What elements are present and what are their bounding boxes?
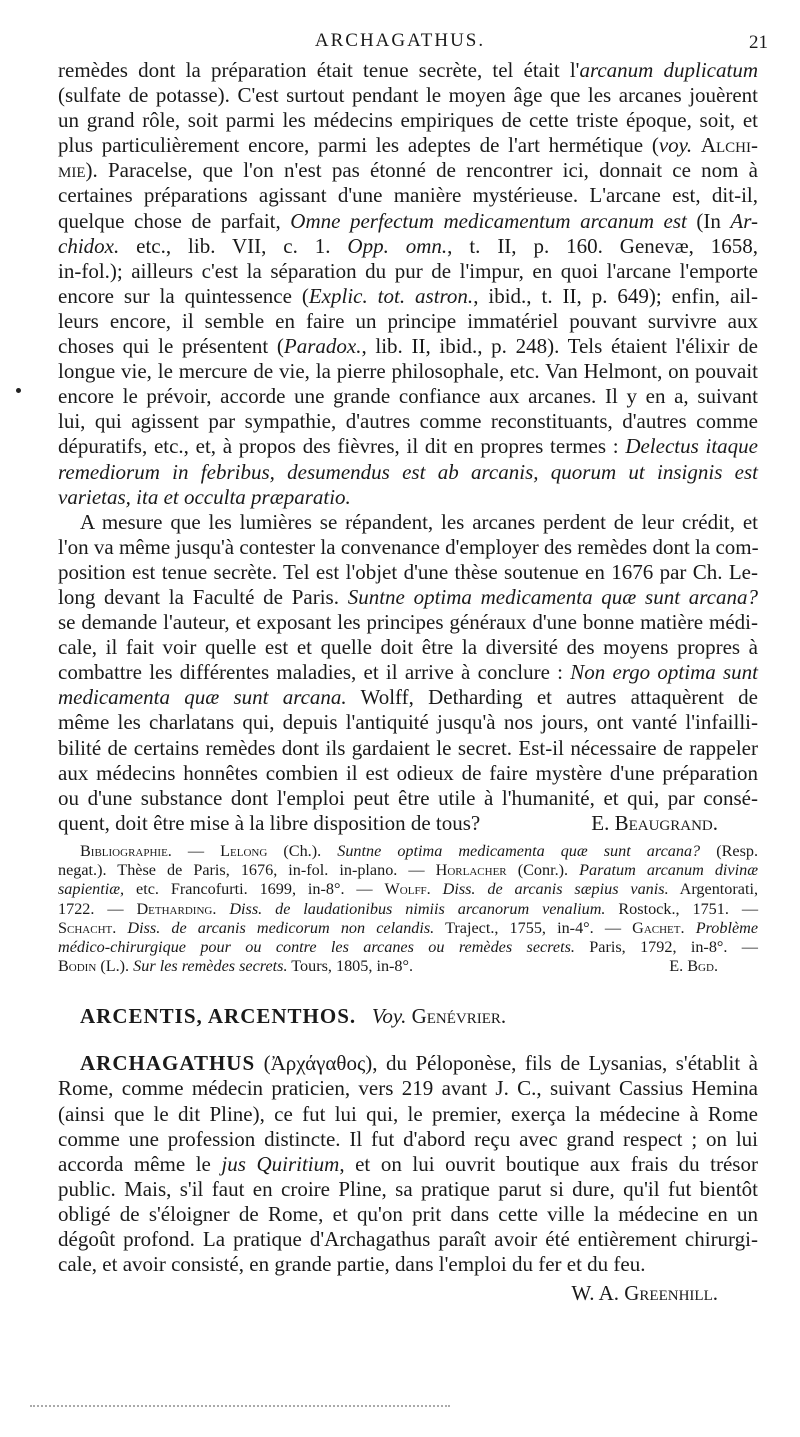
margin-mark bbox=[16, 388, 21, 393]
text-span: etc., lib. VII, c. 1. bbox=[119, 233, 348, 258]
text-line: bilité de certains remèdes dont ils gardaient le secret. Est-il nécessaire de rappeler bbox=[58, 735, 758, 760]
text-line: un grand rôle, soit parmi les médecins empiriques de cette triste époque, soit, et bbox=[58, 108, 758, 133]
text-line: cale, et avoir consisté, en grande partie, dans l'emploi du fer et du feu. bbox=[58, 1252, 646, 1277]
bib-line bbox=[58, 900, 758, 919]
text-line bbox=[58, 133, 758, 158]
text-span: 1722. — bbox=[58, 899, 137, 918]
text-span: encore sur la quintessence ( bbox=[58, 283, 309, 308]
text-line: longue vie, le mercure de vie, la pierre philosophale, etc. Van Helmont, on pouvait bbox=[58, 359, 758, 384]
author-signature: W. A. Greenhill. bbox=[571, 1281, 718, 1306]
text-line: certaines préparations agissant d'une manière mystérieuse. L'arcane est, dit-il, bbox=[58, 183, 758, 208]
bib-title: Diss. de arcanis sæpius vanis. bbox=[442, 880, 669, 899]
text-line bbox=[58, 585, 758, 610]
bib-label: Bibliographie. bbox=[80, 841, 172, 860]
text-line bbox=[58, 434, 758, 459]
text-line: ou d'une substance dont l'emploi peut être utile à l'humanité, et qui, par consé- bbox=[58, 785, 758, 810]
greek-name: (Ἀρχάγαθος) bbox=[263, 1051, 373, 1076]
text-line bbox=[58, 334, 758, 359]
text-span: etc. Francofurti. 1699, in-8°. — bbox=[124, 880, 385, 899]
text-line: (ainsi que le dit Pline), ce fut lui qui, le premier, exerça la médecine à Rome bbox=[58, 1101, 758, 1126]
bib-author: Detharding. bbox=[136, 899, 217, 918]
text-span: accorda même le bbox=[58, 1151, 222, 1176]
text-line: obligé de s'éloigner de Rome, et qu'on prit dans cette ville la médecine en un bbox=[58, 1201, 758, 1226]
text-line: position est tenue secrète. Tel est l'objet d'une thèse soutenue en 1676 par Ch. Le- bbox=[58, 559, 758, 584]
text-span: ). Paracelse, que l'on n'est pas étonné de rencontrer ici, donnait ce nom à bbox=[85, 158, 758, 183]
latin-quote: Suntne optima medicamenta quæ sunt arcana? bbox=[347, 584, 758, 609]
text-span: quent, doit être mise à la libre disposition de tous? bbox=[58, 810, 481, 835]
bib-signature: E. Bgd. bbox=[669, 957, 718, 976]
text-span: — bbox=[171, 841, 221, 860]
entry-headword: ARCHAGATHUS bbox=[80, 1051, 256, 1076]
bib-author: Bodin bbox=[58, 957, 97, 976]
latin-quote: Delectus itaque bbox=[625, 434, 758, 459]
text-line bbox=[58, 234, 758, 259]
text-span: choses qui le présentent ( bbox=[58, 334, 284, 359]
title-ref: Ar- bbox=[730, 208, 758, 233]
bib-author: Horlacher bbox=[435, 861, 507, 880]
bib-title: Sur les remèdes secrets. bbox=[133, 957, 288, 976]
text-line: l'on va même jusqu'à contester la convenance d'employer des remèdes dont la com- bbox=[58, 534, 759, 559]
title-ref: Paradox. bbox=[283, 334, 362, 359]
text-line bbox=[58, 58, 758, 83]
text-span: Traject., 1755, in-4°. — bbox=[434, 918, 633, 937]
bib-title: Problème bbox=[695, 918, 759, 937]
text-line: aux médecins honnêtes combien il est odieux de faire mystère d'une préparation bbox=[58, 760, 758, 785]
latin-quote: Non ergo optima sunt bbox=[570, 660, 759, 685]
latin-quote: Omne perfectum medicamentum arcanum est bbox=[290, 208, 687, 233]
bib-line bbox=[58, 919, 758, 938]
bib-author: Gachet. bbox=[632, 918, 685, 937]
author-signature: E. Beaugrand. bbox=[591, 810, 718, 835]
text-span: combattre les différentes maladies, et il arrive à conclure : bbox=[58, 660, 571, 685]
text-span: Wolff, Detharding et autres attaquèrent de bbox=[346, 685, 758, 710]
text-span: (In bbox=[686, 208, 731, 233]
bib-title: sapientiæ, bbox=[58, 880, 125, 899]
title-ref: Explic. tot. astron. bbox=[308, 283, 474, 308]
text-line bbox=[58, 1051, 758, 1076]
text-line: A mesure que les lumières se répandent, les arcanes perdent de leur crédit, et bbox=[80, 509, 758, 534]
text-line: comme une profession distincte. Il fut d'abord reçu avec grand respect ; on lui bbox=[58, 1126, 758, 1151]
text-span: , et on lui ouvrit boutique aux frais du trésor bbox=[339, 1151, 758, 1176]
cross-ref: mie bbox=[58, 158, 86, 183]
title-ref: Opp. omn. bbox=[347, 233, 448, 258]
latin-quote: medicamenta quæ sunt arcana. bbox=[58, 685, 347, 710]
text-span: , ibid., t. II, p. 649); enfin, ail- bbox=[473, 283, 758, 308]
text-span: negat.). Thèse de Paris, 1676, in-fol. in-plano. — bbox=[58, 861, 436, 880]
voy-ref: voy. bbox=[658, 133, 693, 158]
bib-author: Wolff. bbox=[384, 880, 431, 899]
latin-quote: remediorum in febribus, desumendus est ab arcanis, quorum ut insignis est bbox=[58, 459, 758, 484]
text-span: plus particulièrement encore, parmi les adeptes de l'art hermétique ( bbox=[58, 133, 659, 158]
text-span: quelque chose de parfait, bbox=[58, 208, 291, 233]
text-line: encore le prévoir, accorde une grande confiance aux arcanes. Il y en a, suivant bbox=[58, 384, 758, 409]
body-text bbox=[58, 58, 758, 1307]
text-span: dépuratifs, etc., et, à propos des fièvres, il dit en propres termes : bbox=[58, 434, 626, 459]
cross-ref: Genévrier. bbox=[411, 1004, 507, 1029]
bib-line bbox=[58, 957, 758, 976]
text-line bbox=[58, 284, 758, 309]
text-span bbox=[431, 880, 443, 898]
text-line: se demande l'auteur, et exposant les principes généraux d'une bonne matière médi- bbox=[58, 610, 758, 635]
bib-line bbox=[58, 880, 758, 899]
text-span: Paris, 1792, in-8°. — bbox=[574, 937, 758, 956]
bibliography bbox=[58, 842, 758, 976]
text-line: leurs encore, il semble en faire un principe immatériel pouvant survivre aux bbox=[58, 308, 758, 333]
bib-title: Suntne optima medicamenta quæ sunt arcana? bbox=[337, 841, 701, 860]
text-line: Rome, comme médecin praticien, vers 219 avant J. C., suivant Cassius Hemina bbox=[58, 1076, 758, 1101]
paragraph-critique bbox=[58, 510, 758, 836]
text-line bbox=[58, 1152, 758, 1177]
text-line: public. Mais, s'il faut en croire Pline, sa pratique parut si dure, qu'il fut bientôt bbox=[58, 1176, 758, 1201]
text-line: lui, qui agissent par sympathie, d'autres comme reconstituants, d'autres comme bbox=[58, 409, 758, 434]
bib-line bbox=[58, 842, 758, 861]
text-line bbox=[58, 460, 758, 485]
text-span: long devant la Faculté de Paris. bbox=[58, 584, 348, 609]
text-span: , lib. II, ibid., p. 248). Tels étaient l'élixir de bbox=[361, 334, 758, 359]
text-span: Tours, 1805, in-8°. bbox=[287, 957, 414, 976]
bib-author: Schacht. bbox=[58, 918, 117, 937]
footer-print-marks bbox=[30, 1405, 450, 1409]
text-span bbox=[685, 919, 696, 937]
entry-headword: ARCENTIS, ARCENTHOS. bbox=[80, 1004, 357, 1029]
latin-term: jus Quiritium bbox=[221, 1151, 340, 1176]
page-number: 21 bbox=[749, 32, 768, 53]
text-line: in-fol.); ailleurs c'est la séparation du pur de l'impur, en quoi l'arcane l'emporte bbox=[58, 258, 758, 283]
latin-term: arcanum duplicatum bbox=[579, 58, 759, 82]
entry-archagathus bbox=[58, 1051, 758, 1307]
text-span bbox=[216, 900, 229, 918]
text-span: Argentorati, bbox=[668, 880, 758, 899]
text-line bbox=[58, 660, 758, 685]
text-line: dégoût profond. La pratique d'Archagathus paraît avoir été entièrement chirurgi- bbox=[58, 1226, 758, 1251]
text-span: , t. II, p. 160. Genevæ, 1658, bbox=[447, 233, 758, 258]
text-line bbox=[58, 811, 758, 836]
text-span bbox=[116, 919, 127, 937]
cross-ref: Alchi- bbox=[700, 133, 758, 158]
bib-author: Lelong bbox=[220, 841, 268, 860]
bib-line bbox=[58, 938, 758, 957]
text-line: (sulfate de potasse). C'est surtout pendant le moyen âge que les arcanes jouèrent bbox=[58, 83, 758, 108]
entry-arcentis bbox=[58, 1004, 758, 1029]
text-span: , du Péloponèse, fils de Lysanias, s'établit à bbox=[372, 1051, 758, 1076]
bib-title: Diss. de laudationibus nimiis arcanorum venalium. bbox=[229, 899, 606, 918]
text-span: remèdes dont la préparation était tenue secrète, tel était l' bbox=[58, 58, 580, 82]
text-span: (L.). bbox=[96, 957, 134, 976]
text-line bbox=[58, 485, 758, 510]
bib-title: médico-chirurgique pour ou contre les arcanes ou remèdes secrets. bbox=[58, 937, 575, 956]
running-title: ARCHAGATHUS. bbox=[314, 30, 486, 51]
bib-title: Diss. de arcanis medicorum non celandis. bbox=[127, 918, 435, 937]
voy-ref: Voy. bbox=[371, 1004, 407, 1029]
latin-quote: varietas, ita et occulta præparatio. bbox=[58, 484, 351, 509]
text-line: cale, il fait voir quelle est et quelle doit être la diversité des moyens propres à bbox=[58, 635, 758, 660]
bib-title: Paratum arcanum divinæ bbox=[579, 861, 758, 880]
bib-line bbox=[58, 861, 758, 880]
text-span: Rostock., 1751. — bbox=[605, 899, 759, 918]
text-line bbox=[58, 685, 758, 710]
paragraph-arcanes-history bbox=[58, 58, 758, 510]
text-line: même les charlatans qui, depuis l'antiquité jusqu'à nos jours, ont vanté l'infailli- bbox=[58, 710, 758, 735]
text-span: (Resp. bbox=[700, 841, 759, 860]
text-span: (Conr.). bbox=[506, 861, 580, 880]
text-line bbox=[58, 209, 758, 234]
text-line bbox=[58, 158, 758, 183]
title-ref: chidox. bbox=[58, 233, 120, 258]
bib-last-entry bbox=[58, 957, 413, 976]
text-span: (Ch.). bbox=[267, 841, 338, 860]
